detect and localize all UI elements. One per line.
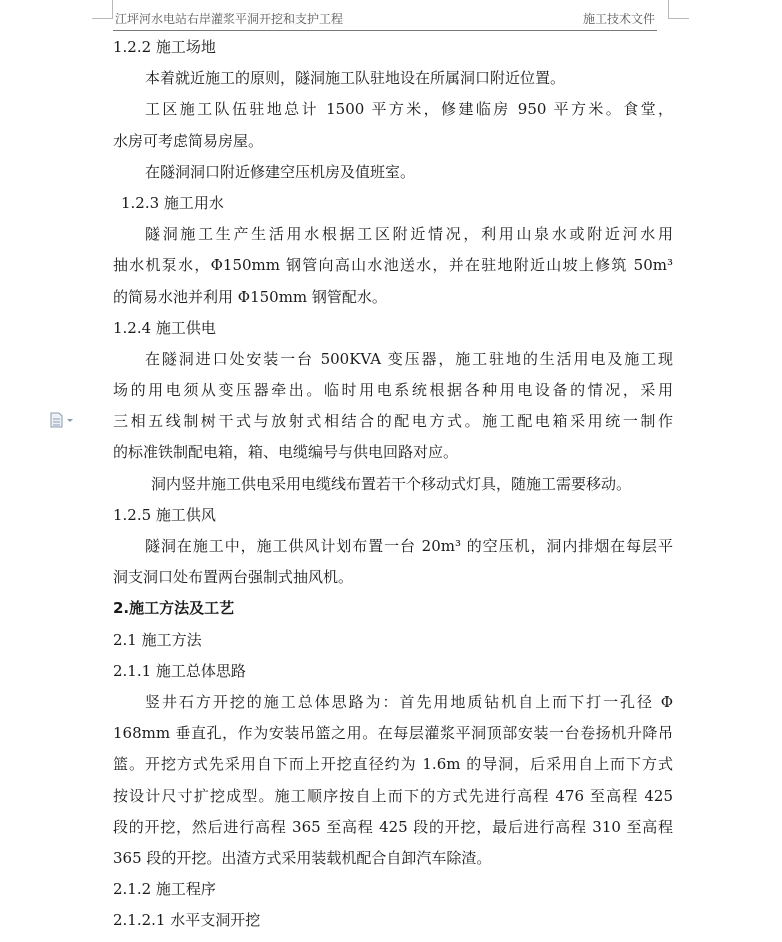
page-header (113, 6, 657, 31)
heading-1-2-3: 1.2.3 施工用水 (121, 193, 224, 212)
heading-2-1-2: 2.1.2 施工程序 (113, 880, 216, 899)
paragraph-line: 隧洞施工生产生活用水根据工区附近情况，利用山泉水或附近河水用 (145, 225, 673, 244)
paragraph-line: 本着就近施工的原则，隧洞施工队驻地设在所属洞口附近位置。 (145, 69, 566, 88)
heading-2-1: 2.1 施工方法 (113, 630, 202, 649)
paragraph-line: 竖井石方开挖的施工总体思路为：首先用地质钻机自上而下打一孔径 Φ (145, 692, 673, 711)
page-corner-mark-right (668, 0, 689, 19)
paragraph-line: 在隧洞洞口附近修建空压机房及值班室。 (145, 162, 416, 181)
heading-1-2-4: 1.2.4 施工供电 (113, 318, 216, 337)
paragraph-line: 365 段的开挖。出渣方式采用装载机配合自卸汽车除渣。 (113, 848, 492, 867)
paragraph-line: 168mm 垂直孔，作为安装吊篮之用。在每层灌浆平洞顶部安装一台卷扬机升降吊 (113, 724, 673, 743)
heading-2-1-2-1: 2.1.2.1 水平支洞开挖 (113, 911, 261, 930)
paragraph-line: 三相五线制树干式与放射式相结合的配电方式。施工配电箱采用统一制作 (113, 412, 673, 431)
paragraph-line: 场的用电须从变压器牵出。临时用电系统根据各种用电设备的情况，采用 (113, 381, 673, 400)
document-options-icon[interactable] (48, 411, 76, 429)
heading-2-1-1: 2.1.1 施工总体思路 (113, 661, 246, 680)
paragraph-line: 洞支洞口处布置两台强制式抽风机。 (113, 568, 354, 587)
heading-1-2-5: 1.2.5 施工供风 (113, 505, 216, 524)
paragraph-line: 隧洞在施工中，施工供风计划布置一台 20m³ 的空压机，洞内排烟在每层平 (145, 537, 673, 555)
paragraph-line: 水房可考虑简易房屋。 (113, 131, 264, 150)
paragraph-line: 按设计尺寸扩挖成型。施工顺序按自上而下的方式先进行高程 476 至高程 425 (113, 786, 673, 805)
header-title: 江坪河水电站右岸灌浆平洞开挖和支护工程 (115, 12, 344, 26)
heading-1-2-2: 1.2.2 施工场地 (113, 38, 216, 56)
paragraph-line: 在隧洞进口处安装一台 500KVA 变压器，施工驻地的生活用电及施工现 (145, 349, 673, 368)
paragraph-line: 工区施工队伍驻地总计 1500 平方米，修建临房 950 平方米。食堂， (145, 100, 673, 119)
paragraph-line: 篮。开挖方式先采用自下而上开挖直径约为 1.6m 的导洞，后采用自上而下方式 (113, 755, 673, 774)
paragraph-line: 段的开挖，然后进行高程 365 至高程 425 段的开挖，最后进行高程 310 至高程 (113, 817, 673, 836)
paragraph-line: 的简易水池并利用 Φ150mm 钢管配水。 (113, 287, 387, 306)
paragraph-line: 抽水机泵水，Φ150mm 钢管向高山水池送水，并在驻地附近山坡上修筑 50m³ (113, 256, 673, 275)
heading-2: 2.施工方法及工艺 (113, 599, 235, 618)
paragraph-line: 的标准铁制配电箱，箱、电缆编号与供电回路对应。 (113, 443, 459, 462)
page-corner-mark-left (92, 0, 113, 19)
paragraph-line: 洞内竖井施工供电采用电缆线布置若干个移动式灯具，随施工需要移动。 (151, 474, 632, 493)
document-body (113, 32, 673, 936)
header-doc-type: 施工技术文件 (582, 12, 655, 26)
